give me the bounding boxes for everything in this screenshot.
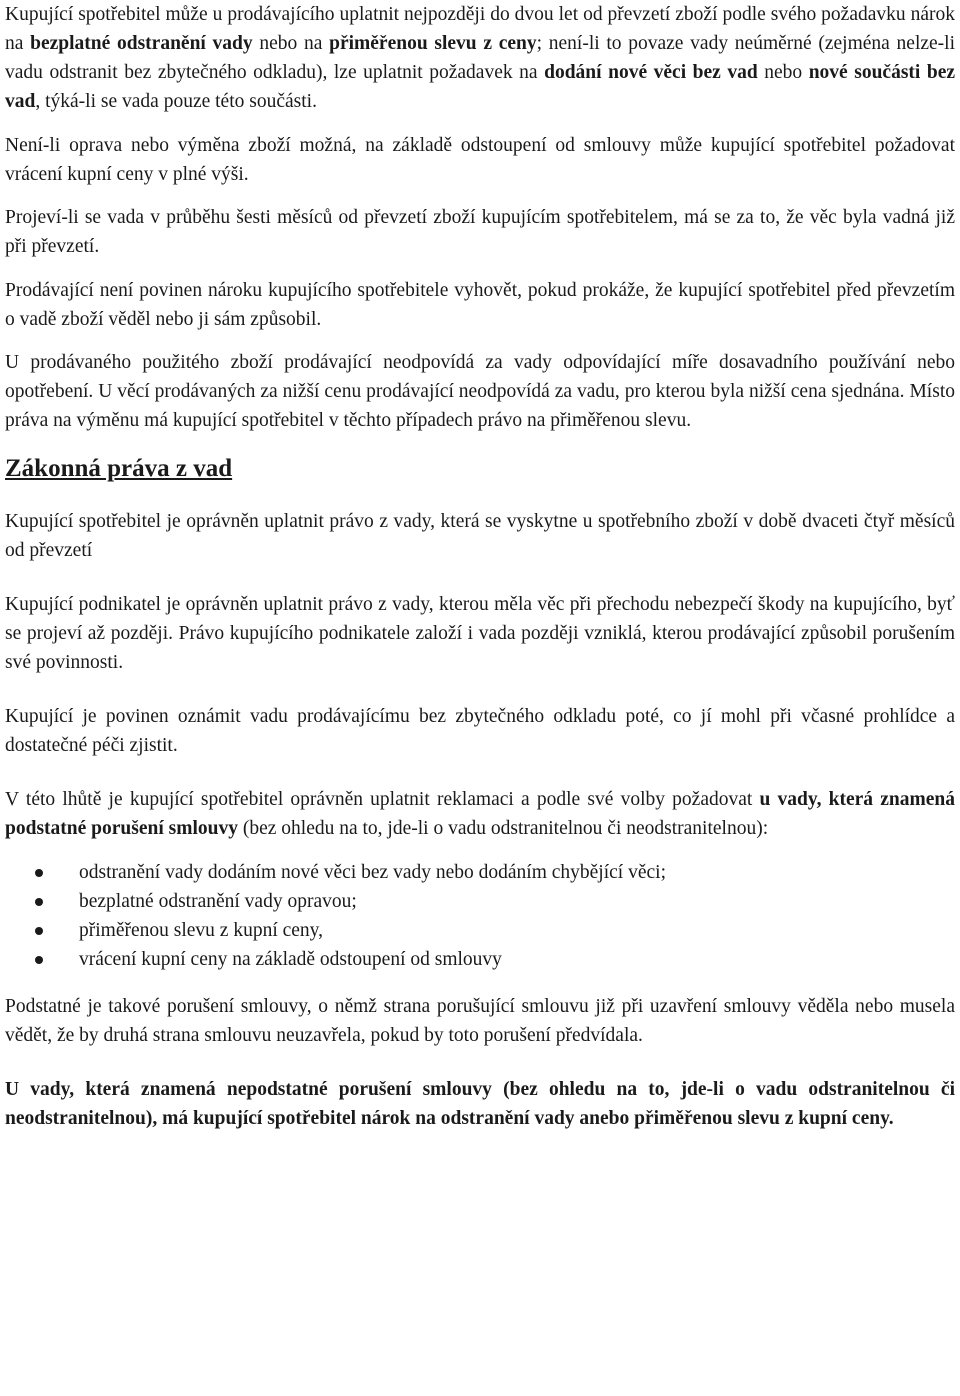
bold-text: dodání nové věci bez vad (544, 62, 758, 83)
paragraph-claim-options (5, 785, 955, 843)
bold-text: bezplatné odstranění vady (30, 33, 253, 54)
text-span: ; není-li to povaze vady neúměrné (zejména nelze-li vadu odstranit bez zbytečného odkladu), lze uplatnit požadavek na (5, 33, 955, 83)
paragraph-six-months: Projeví-li se vada v průběhu šesti měsíců od převzetí zboží kupujícím spotřebitelem, má se za to, že věc byla vadná již při převzetí. (5, 207, 955, 257)
list-item-text: přiměřenou slevu z kupní ceny, (79, 919, 324, 941)
bullet-icon (35, 898, 43, 906)
bold-text: nové součásti bez vad (5, 62, 956, 112)
text-span: V této lhůtě je kupující spotřebitel oprávněn uplatnit reklamaci a podle své volby požadovat (5, 789, 760, 810)
text-span: Kupující spotřebitel může u prodávajícího uplatnit nejpozději do dvou let od převzetí zboží podle svého požadavku nárok na (5, 4, 955, 54)
section-heading: Zákonná práva z vad (5, 455, 233, 482)
text-span: (bez ohledu na to, jde-li o vadu odstranitelnou či neodstranitelnou): (237, 818, 769, 839)
paragraph-seller-exemption: Prodávající není povinen nároku kupujícího spotřebitele vyhovět, pokud prokáže, že kupující spotřebitel před převzetím o vadě zboží věděl nebo ji sám způsobil. (5, 279, 955, 330)
list-item (5, 945, 955, 974)
list-item (5, 858, 955, 887)
paragraph-refund: Není-li oprava nebo výměna zboží možná, na základě odstoupení od smlouvy může kupující spotřebitel požadovat vrácení kupní ceny v plné výši. (5, 134, 955, 185)
bold-text: U vady, která znamená nepodstatné porušení smlouvy (bez ohledu na to, jde-li o vadu odstranitelnou či neodstranitelnou), má kupující spotřebitel nárok na odstranění vady anebo přiměřenou slevu z kupní ceny. (5, 1078, 955, 1129)
paragraph-warranty-claims (5, 0, 955, 116)
list-item-text: bezplatné odstranění vady opravou; (79, 890, 357, 912)
paragraph-used-goods: U prodávaného použitého zboží prodávající neodpovídá za vady odpovídající míře dosavadního používání nebo opotřebení. U věcí prodávaných za nižší cenu prodávající neodpovídá za vadu, pro kterou byla nižší cena sjednána. Místo práva na výměnu má kupující spotřebitel v těchto případech právo na přiměřenou slevu. (5, 352, 955, 431)
paragraph-business-buyer: Kupující podnikatel je oprávněn uplatnit právo z vady, kterou měla věc při přechodu nebezpečí škody na kupujícího, byť se projeví až později. Právo kupujícího podnikatele založí i vada později vzniklá, kterou prodávající způsobil porušením své povinnosti. (5, 594, 955, 673)
paragraph-non-material-breach (5, 1075, 955, 1133)
text-span: , týká-li se vada pouze této součásti. (35, 91, 317, 112)
text-span: nebo na (252, 33, 330, 54)
bullet-icon (35, 869, 43, 877)
list-item-text: odstranění vady dodáním nové věci bez vady nebo dodáním chybějící věci; (79, 861, 666, 883)
document-page (5, 0, 955, 1133)
paragraph-consumer-period: Kupující spotřebitel je oprávněn uplatnit právo z vady, která se vyskytne u spotřebního zboží v době dvaceti čtyř měsíců od převzetí (5, 511, 955, 561)
paragraph-notify-defect: Kupující je povinen oznámit vadu prodávajícímu bez zbytečného odkladu poté, co jí mohl při včasné prohlídce a dostatečné péči zjistit. (5, 706, 955, 756)
bullet-icon (35, 927, 43, 935)
remedies-list (5, 858, 955, 974)
text-span: nebo (757, 62, 809, 83)
list-item (5, 916, 955, 945)
bold-text: přiměřenou slevu z ceny (329, 33, 537, 54)
list-item (5, 887, 955, 916)
bold-text: u vady, která znamená podstatné porušení smlouvy (5, 789, 955, 839)
bullet-icon (35, 956, 43, 964)
list-item-text: vrácení kupní ceny na základě odstoupení od smlouvy (79, 948, 502, 970)
paragraph-material-breach: Podstatné je takové porušení smlouvy, o němž strana porušující smlouvu již při uzavření smlouvy věděla nebo musela vědět, že by druhá strana smlouvu neuzavřela, pokud by toto porušení předvídala. (5, 995, 955, 1046)
